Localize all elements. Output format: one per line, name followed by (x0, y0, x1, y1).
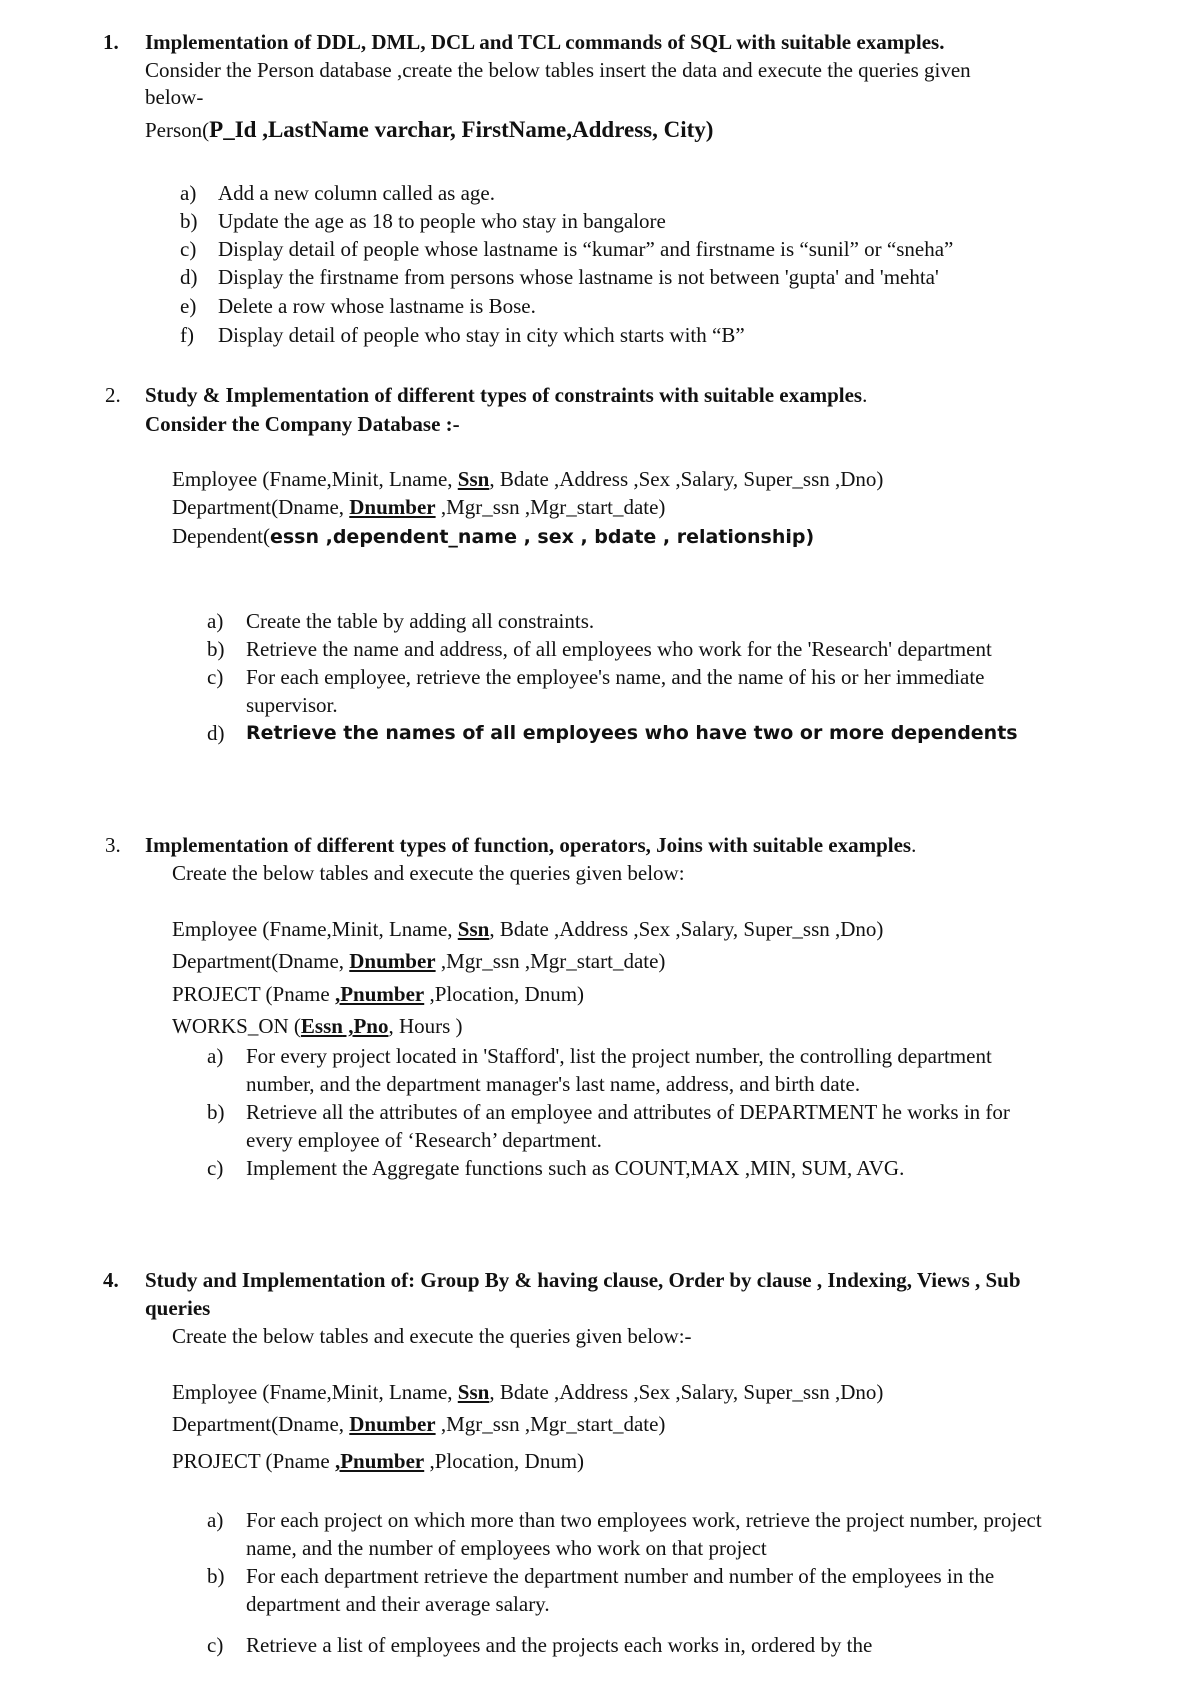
section-2-number: 2. (105, 383, 121, 407)
section-3-number: 3. (105, 833, 121, 857)
section-4-number: 4. (103, 1268, 119, 1292)
s2-item-b-marker: b) (207, 637, 225, 661)
s2-department-schema: Department(Dname, Dnumber ,Mgr_ssn ,Mgr_start_date) (172, 495, 666, 519)
s3-item-c-marker: c) (207, 1156, 224, 1180)
s4-employee-schema: Employee (Fname,Minit, Lname, Ssn, Bdate ,Address ,Sex ,Salary, Super_ssn ,Dno) (172, 1380, 884, 1404)
s1-item-d-marker: d) (180, 265, 198, 289)
s2-item-c-text-cont: supervisor. (246, 693, 338, 717)
s1-item-f-text: Display detail of people who stay in city which starts with “B” (218, 323, 745, 347)
s4-item-a-marker: a) (207, 1508, 224, 1532)
s2-employee-schema: Employee (Fname,Minit, Lname, Ssn, Bdate ,Address ,Sex ,Salary, Super_ssn ,Dno) (172, 467, 884, 491)
s2-item-d-marker: d) (207, 721, 225, 745)
s1-item-e-text: Delete a row whose lastname is Bose. (218, 294, 536, 318)
section-1-desc-line-1: Consider the Person database ,create the below tables insert the data and execute the queries given (145, 58, 971, 82)
s4-item-b-text-cont: department and their average salary. (246, 1592, 550, 1616)
section-1-title: Implementation of DDL, DML, DCL and TCL commands of SQL with suitable examples. (145, 30, 945, 54)
section-3-title: Implementation of different types of function, operators, Joins with suitable examples. (145, 833, 917, 857)
s4-department-schema: Department(Dname, Dnumber ,Mgr_ssn ,Mgr_start_date) (172, 1412, 666, 1436)
section-2-subtitle: Consider the Company Database :- (145, 412, 460, 436)
s2-item-d-text: Retrieve the names of all employees who have two or more dependents (246, 722, 1018, 744)
s2-dependent-schema: Dependent(essn ,dependent_name , sex , bdate , relationship) (172, 524, 815, 548)
s2-item-a-marker: a) (207, 609, 224, 633)
s3-item-b-marker: b) (207, 1100, 225, 1124)
s2-item-c-text: For each employee, retrieve the employee's name, and the name of his or her immediate (246, 665, 985, 689)
s1-item-b-marker: b) (180, 209, 198, 233)
s4-item-a-text-cont: name, and the number of employees who work on that project (246, 1536, 767, 1560)
s2-item-a-text: Create the table by adding all constraints. (246, 609, 595, 633)
s3-item-a-text-cont: number, and the department manager's last name, address, and birth date. (246, 1072, 861, 1096)
s3-item-a-text: For every project located in 'Stafford', list the project number, the controlling department (246, 1044, 992, 1068)
section-3-desc: Create the below tables and execute the queries given below: (172, 861, 685, 885)
s3-item-b-text-cont: every employee of ‘Research’ department. (246, 1128, 602, 1152)
section-2-title: Study & Implementation of different types of constraints with suitable examples. (145, 383, 868, 407)
s3-department-schema: Department(Dname, Dnumber ,Mgr_ssn ,Mgr_start_date) (172, 949, 666, 973)
s4-item-c-marker: c) (207, 1633, 224, 1657)
s2-item-b-text: Retrieve the name and address, of all employees who work for the 'Research' department (246, 637, 992, 661)
section-1-desc-line-2: below- (145, 85, 204, 109)
s1-item-a-marker: a) (180, 181, 197, 205)
s4-item-c-text: Retrieve a list of employees and the projects each works in, ordered by the (246, 1633, 873, 1657)
person-schema: Person(P_Id ,LastName varchar, FirstName,Address, City) (145, 117, 714, 142)
s3-item-c-text: Implement the Aggregate functions such as COUNT,MAX ,MIN, SUM, AVG. (246, 1156, 905, 1180)
s3-employee-schema: Employee (Fname,Minit, Lname, Ssn, Bdate ,Address ,Sex ,Salary, Super_ssn ,Dno) (172, 917, 884, 941)
s1-item-c-marker: c) (180, 237, 197, 261)
s4-item-b-text: For each department retrieve the department number and number of the employees in the (246, 1564, 995, 1588)
s1-item-b-text: Update the age as 18 to people who stay in bangalore (218, 209, 666, 233)
s3-item-b-text: Retrieve all the attributes of an employee and attributes of DEPARTMENT he works in for (246, 1100, 1010, 1124)
section-4-desc: Create the below tables and execute the queries given below:- (172, 1324, 692, 1348)
s1-item-a-text: Add a new column called as age. (218, 181, 495, 205)
s4-project-schema: PROJECT (Pname ,Pnumber ,Plocation, Dnum) (172, 1449, 585, 1473)
s3-project-schema: PROJECT (Pname ,Pnumber ,Plocation, Dnum) (172, 982, 585, 1006)
s3-item-a-marker: a) (207, 1044, 224, 1068)
s1-item-f-marker: f) (180, 323, 194, 347)
s1-item-d-text: Display the firstname from persons whose lastname is not between 'gupta' and 'mehta' (218, 265, 939, 289)
s4-item-b-marker: b) (207, 1564, 225, 1588)
s1-item-e-marker: e) (180, 294, 197, 318)
s3-works-on-schema: WORKS_ON (Essn ,Pno, Hours ) (172, 1014, 463, 1038)
section-4-title-line-2: queries (145, 1296, 211, 1320)
section-1-number: 1. (103, 30, 119, 54)
s2-item-c-marker: c) (207, 665, 224, 689)
s1-item-c-text: Display detail of people whose lastname is “kumar” and firstname is “sunil” or “sneha” (218, 237, 954, 261)
s4-item-a-text: For each project on which more than two employees work, retrieve the project number, project (246, 1508, 1042, 1532)
section-4-title-line-1: Study and Implementation of: Group By & having clause, Order by clause , Indexing, Views , Sub (145, 1268, 1021, 1292)
